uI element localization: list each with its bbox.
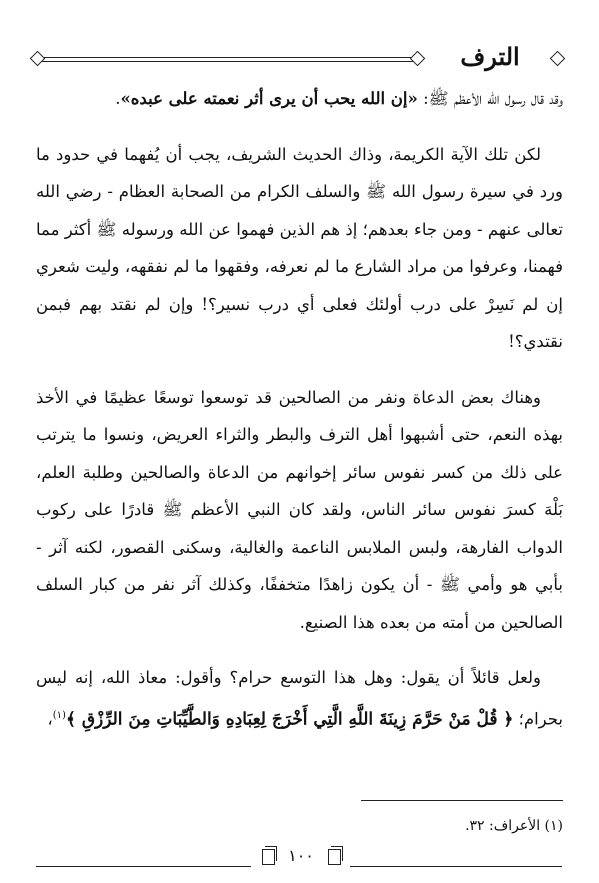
text-run: وقد قال رسول الله الأعظم ﷺ: xyxy=(417,89,563,108)
footnote-reference: (١) xyxy=(52,709,66,721)
paragraph xyxy=(36,136,563,361)
header-ornament-mid xyxy=(410,51,426,67)
text-run: لكن تلك الآية الكريمة، وذاك الحديث الشريف، يجب أن يُفهما في حدود ما ورد في سيرة رسول الله ﷺ والسلف الكرام من الصحابة العظام - رضي الله تعالى عنهم - ومن جاء بعدهم؛ إذ هم الذين فهموا عن الله ورسوله ﷺ أكثر مما فهمنا، وعرفوا من مراد الشارع ما لم نعرفه، وفقهوا ما لم نفقهه، وليت شعري إن لم نَسِرْ على درب أولئك فعلى أي درب نسير؟! وإن لم نقتد بهم فبمن نقتدي؟! xyxy=(36,144,563,351)
text-run: ولعل قائلاً أن يقول: وهل هذا التوسع حرام؟ وأقول: معاذ الله، إنه ليس بحرام؛ xyxy=(36,668,563,728)
paragraph xyxy=(36,379,563,642)
paragraph xyxy=(36,659,563,739)
quran-verse: ﴿ قُلْ مَنْ حَرَّمَ زِينَةَ اللَّهِ الَّتِي أَخْرَجَ لِعِبَادِهِ وَالطَّيِّبَاتِ مِنَ الرِّزْقِ ﴾ xyxy=(65,709,514,729)
header-ornament-left xyxy=(30,51,46,67)
footnote: (١) الأعراف: ٣٢. xyxy=(465,818,563,834)
text-run: . xyxy=(115,89,121,108)
footnote-rule xyxy=(361,800,563,801)
footer-rule xyxy=(36,866,251,867)
page-number-ornament-right xyxy=(328,849,341,865)
paragraph xyxy=(36,80,563,118)
text-run: وهناك بعض الدعاة ونفر من الصالحين قد توسعوا توسعًا عظيمًا في الأخذ بهذه النعم، حتى أشبهوا أهل الترف والبطر والثراء العريض، ونسوا ما يترتب على ذلك من كسر نفوس سائر إخوانهم من الدعاة والصالحين وطلبة العلم، بَلْهَ كسرَ نفوس سائر الناس، ولقد كان النبي الأعظم ﷺ قادرًا على ركوب الدواب الفارهة، ولبس الملابس الناعمة والغالية، وسكنى القصور، لكنه آثر - بأبي هو وأمي ﷺ - أن يكون زاهدًا متخففًا، وكذلك آثر نفر من كبار السلف الصالحين من أمته من بعده هذا الصنيع. xyxy=(36,387,563,632)
page-number: ١٠٠ xyxy=(288,846,314,865)
page-number-ornament-left xyxy=(262,849,275,865)
header-rule xyxy=(38,61,416,62)
header-ornament-right xyxy=(550,51,566,67)
footer-rule xyxy=(350,866,562,867)
text-run: ، xyxy=(47,709,53,728)
hadith-quote: «إن الله يحب أن يرى أثر نعمته على عبده» xyxy=(120,89,418,108)
header-rule xyxy=(38,57,416,58)
running-header-title: الترف xyxy=(460,42,520,71)
body-text xyxy=(36,80,563,739)
